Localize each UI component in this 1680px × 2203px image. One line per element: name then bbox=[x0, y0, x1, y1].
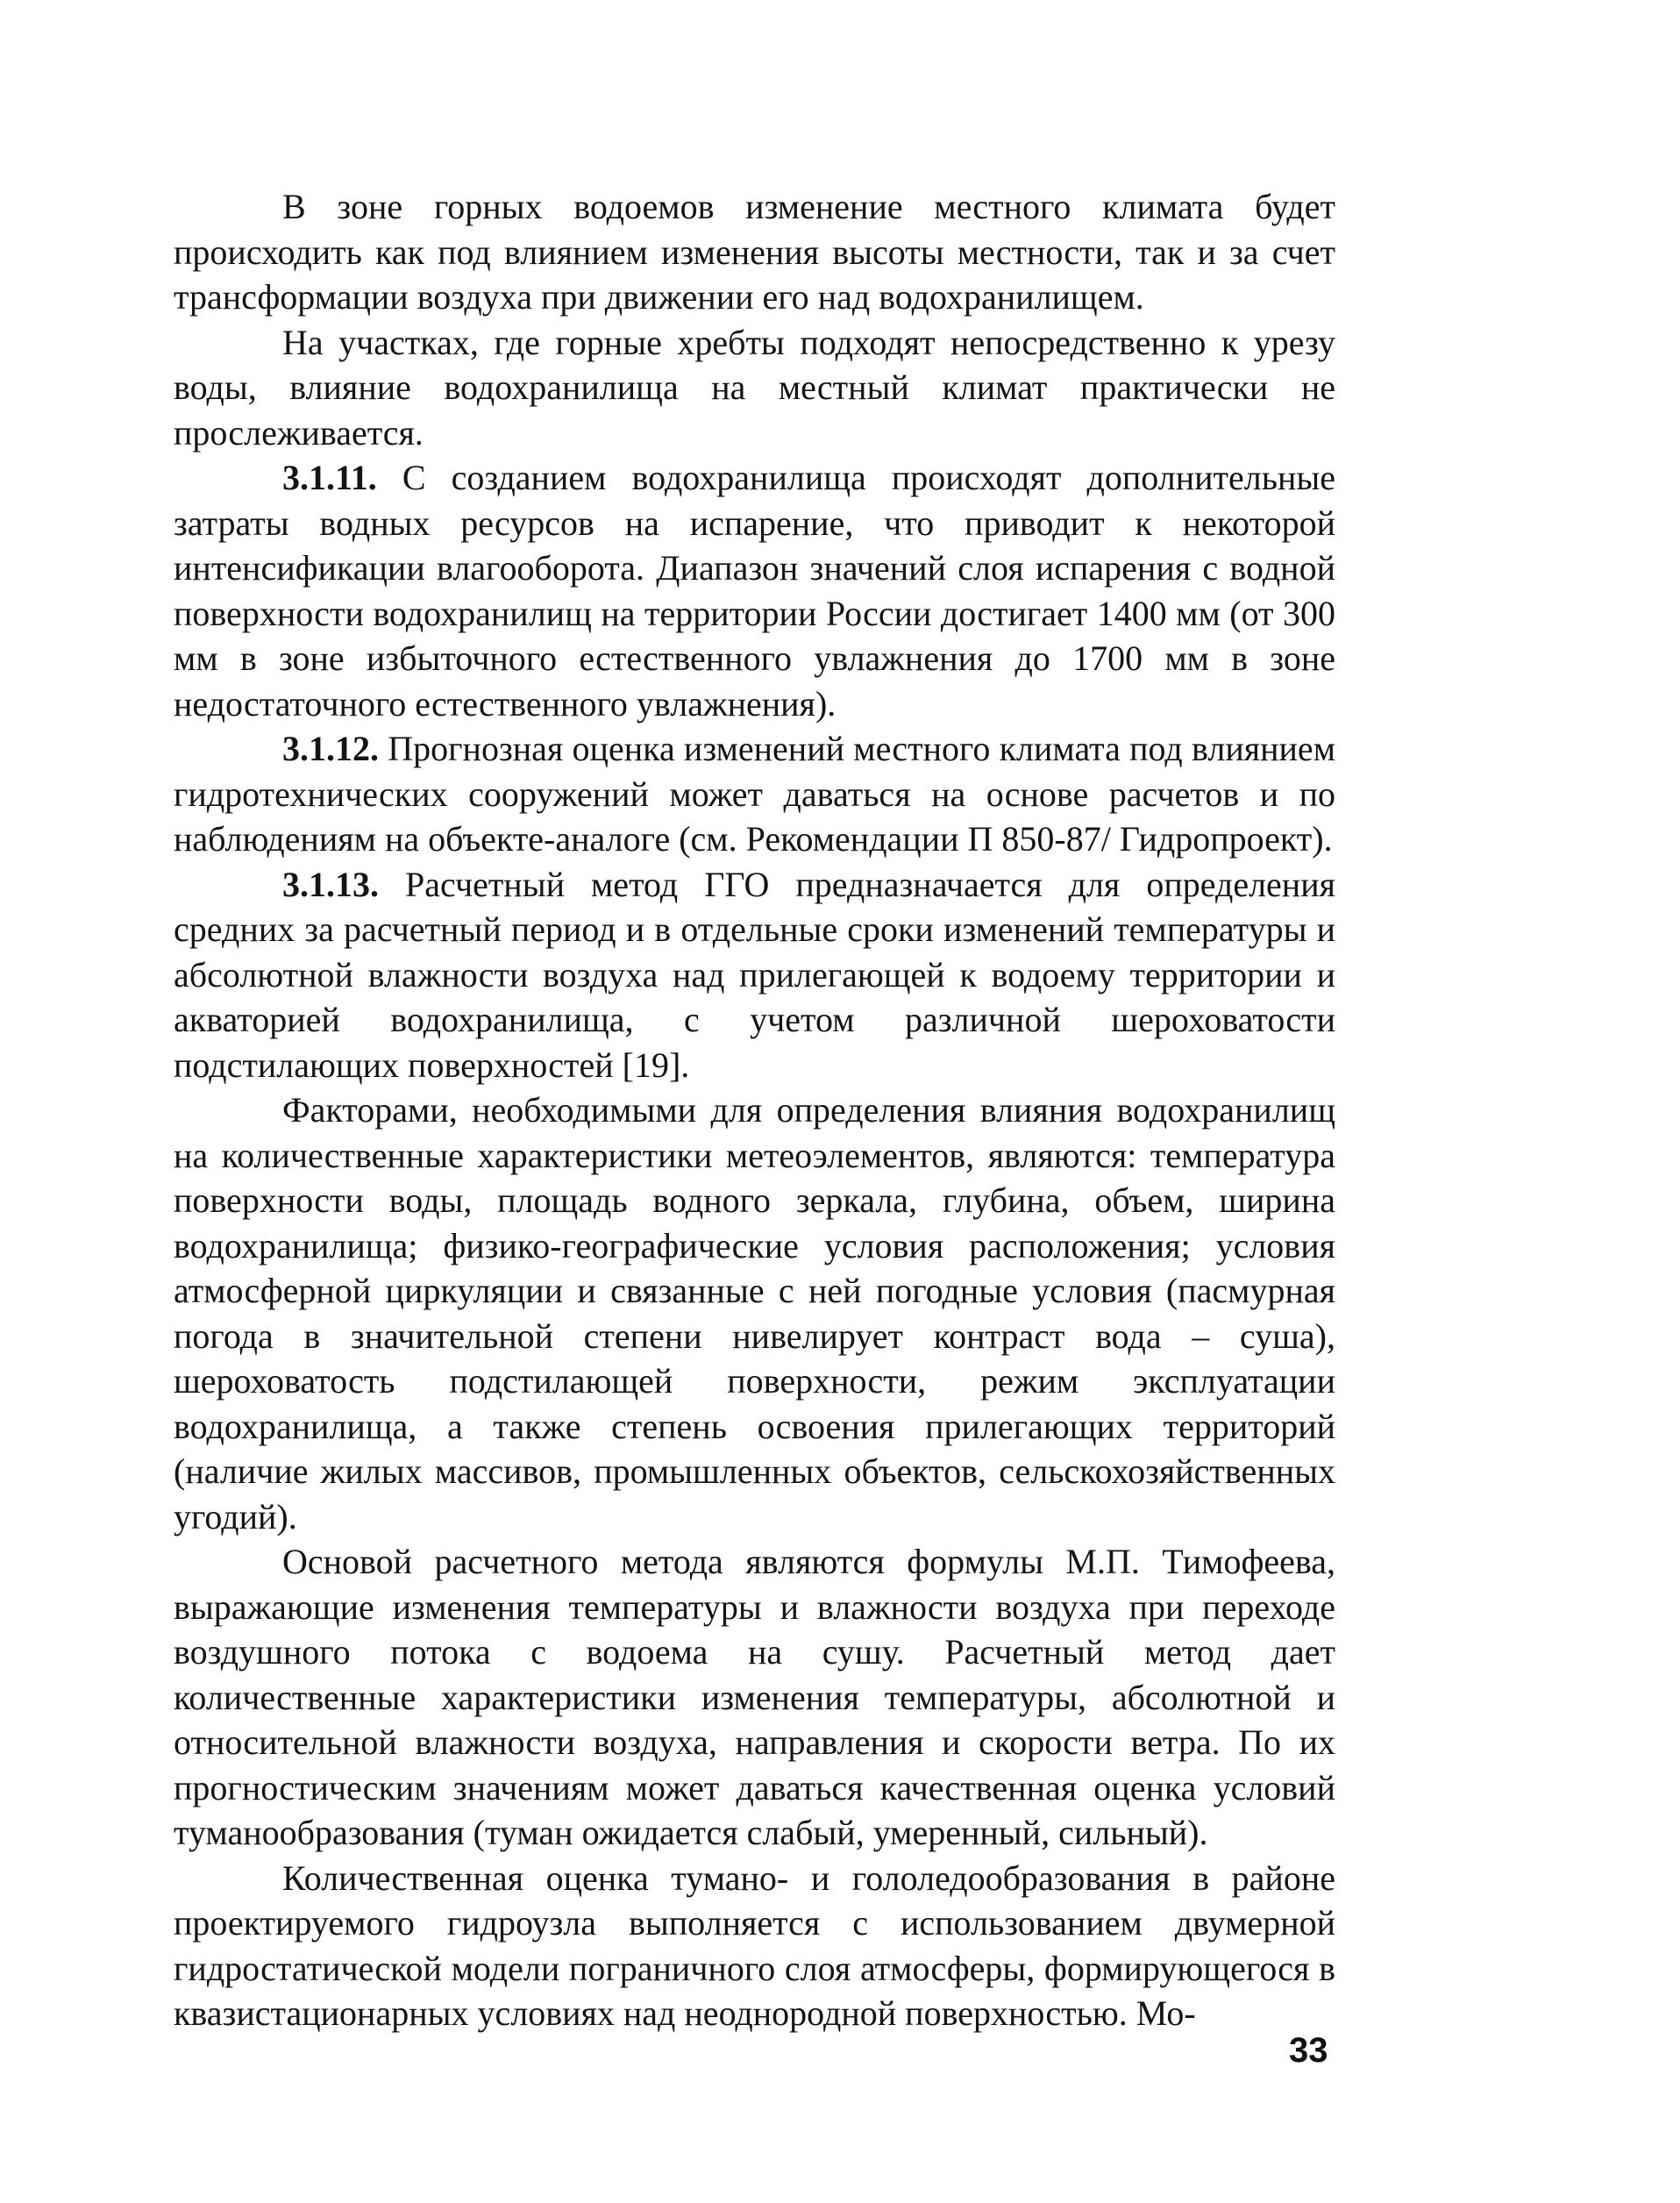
paragraph-factors: Факторами, необходимыми для определения влияния водохранилищ на количественные характеристики метеоэлементов, являются: температура поверхности воды, площадь водного зеркала, глубина, объем, ширина водохранилища; физико-географические условия расположения; условия атмосферной циркуляции и связанные с ней погодные условия (пасмурная погода в значительной степени нивелирует контраст вода – суша), шероховатость подстилающей поверхности, режим эксплуатации водохранилища, а также степень освоения прилегающих территорий (наличие жилых массивов, промышленных объектов, сельскохозяйственных угодий). bbox=[174, 1090, 1335, 1536]
section-number: 3.1.12. bbox=[282, 729, 379, 768]
body-text bbox=[174, 184, 1335, 2036]
paragraph-mountain-ridges: На участках, где горные хребты подходят непосредственно к урезу воды, влияние водохранилища на местный климат практически не прослеживается. bbox=[174, 322, 1335, 453]
section-number: 3.1.13. bbox=[282, 864, 379, 904]
paragraph-3-1-11: 3.1.11. С созданием водохранилища происходят дополнительные затраты водных ресурсов на испарение, что приводит к некоторой интенсификации влагооборота. Диапазон значений слоя испарения с водной поверхности водохранилищ на территории России достигает 1400 мм (от 300 мм в зоне избыточного естественного увлажнения до 1700 мм в зоне недостаточного естественного увлажнения). bbox=[174, 458, 1335, 724]
paragraph-timofeev-method: Основой расчетного метода являются формулы М.П. Тимофеева, выражающие изменения температуры и влажности воздуха при переходе воздушного потока с водоема на сушу. Расчетный метод дает количественные характеристики изменения температуры, абсолютной и относительной влажности воздуха, направления и скорости ветра. По их прогностическим значениям может даваться качественная оценка условий туманообразования (туман ожидается слабый, умеренный, сильный). bbox=[174, 1542, 1335, 1852]
paragraph-3-1-13: 3.1.13. Расчетный метод ГГО предназначается для определения средних за расчетный период и в отдельные сроки изменений температуры и абсолютной влажности воздуха над прилегающей к водоему территории и акваторией водохранилища, с учетом различной шероховатости подстилающих поверхностей [19]. bbox=[174, 864, 1335, 1085]
page-number: 33 bbox=[1289, 2031, 1328, 2070]
paragraph-mountain-reservoirs: В зоне горных водоемов изменение местного климата будет происходить как под влиянием изменения высоты местности, так и за счет трансформации воздуха при движении его над водохранилищем. bbox=[174, 187, 1335, 317]
section-number: 3.1.11. bbox=[282, 458, 377, 497]
paragraph-fog-assessment: Количественная оценка тумано- и гололедообразования в районе проектируемого гидроузла выполняется с использованием двумерной гидростатической модели пограничного слоя атмосферы, формирующегося в квазистационарных условиях над неоднородной поверхностью. Мо- bbox=[174, 1857, 1335, 2033]
paragraph-3-1-12: 3.1.12. Прогнозная оценка изменений местного климата под влиянием гидротехнических сооружений может даваться на основе расчетов и по наблюдениям на объекте-аналоге (см. Рекомендации П 850-87/ Гидропроект). bbox=[174, 729, 1335, 859]
